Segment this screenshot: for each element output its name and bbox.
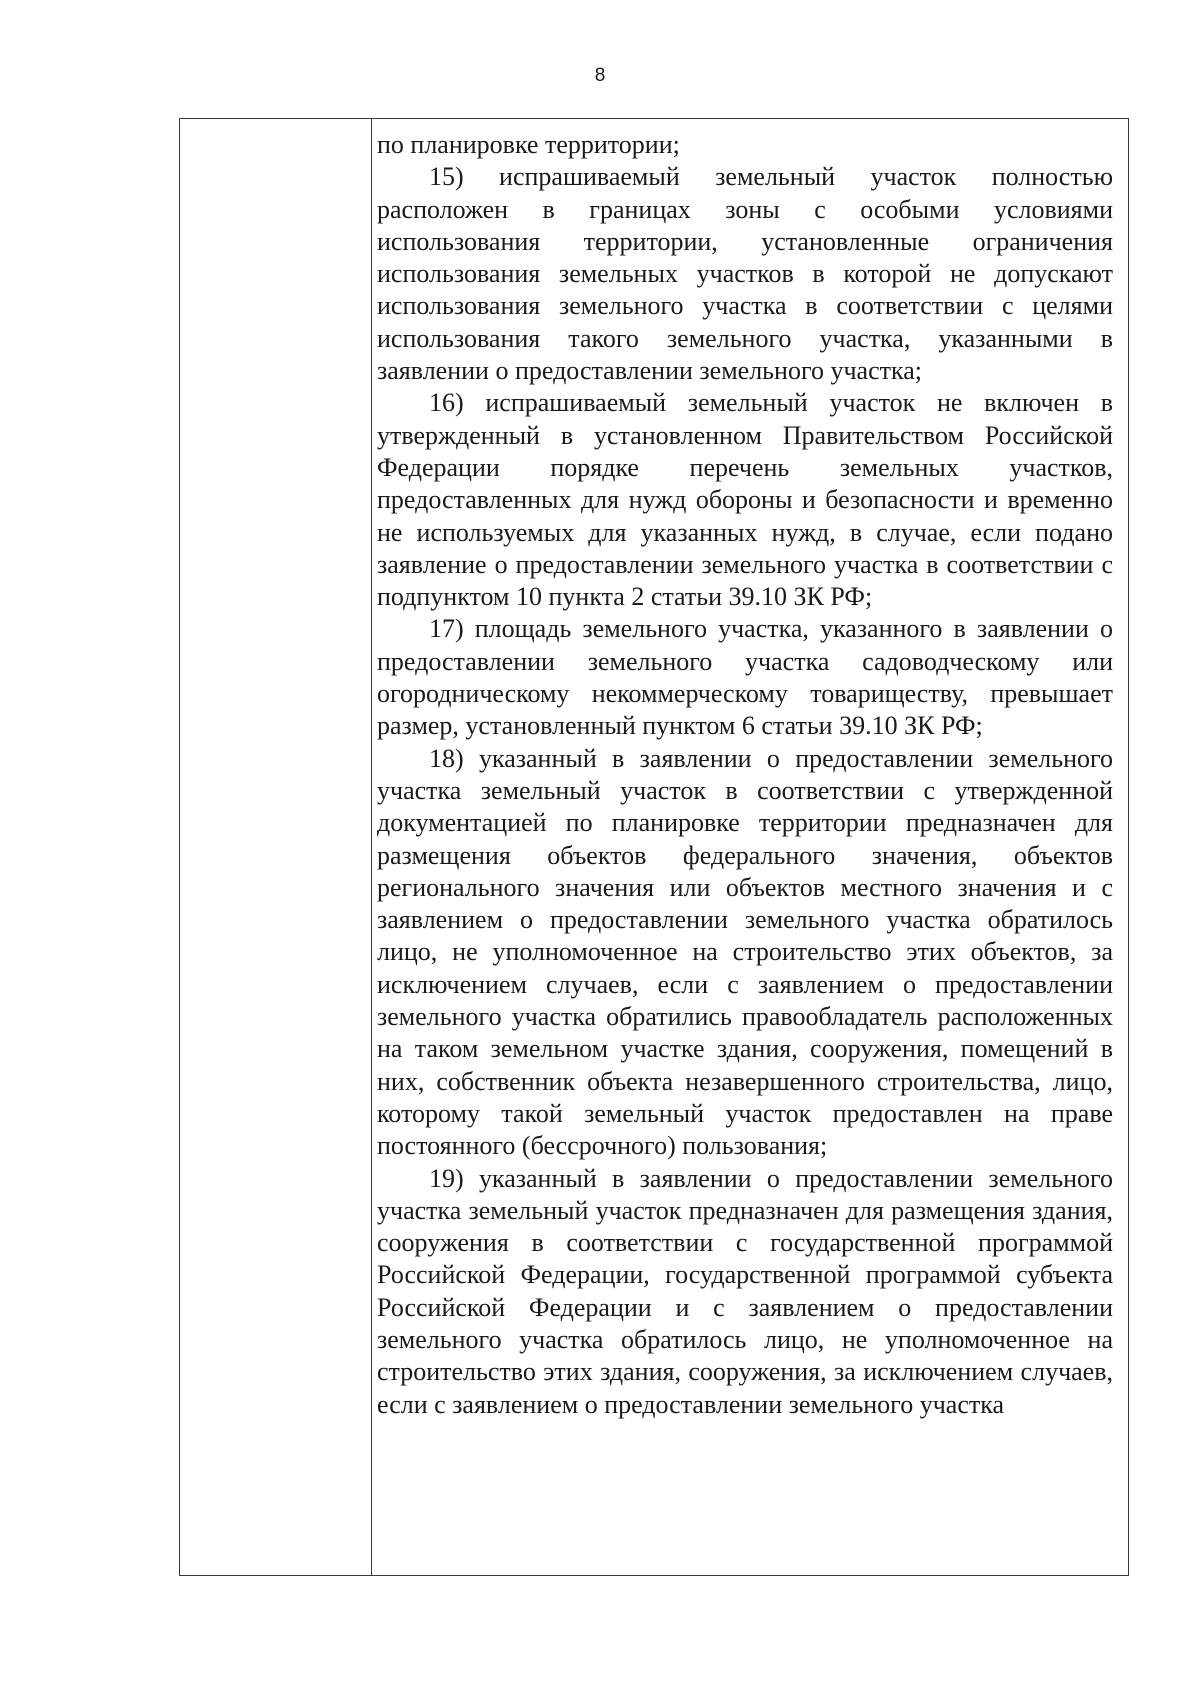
page-number: 8: [594, 65, 606, 86]
paragraph-item-17: 17) площадь земельного участка, указанного в заявлении о предоставлении земельного участка садоводческому или огородническому некоммерческому товариществу, превышает размер, установленный пунктом 6 статьи 39.10 ЗК РФ;: [377, 614, 1113, 741]
paragraph-item-19: 19) указанный в заявлении о предоставлении земельного участка земельный участок предназначен для размещения здания, сооружения в соответствии с государственной программой Российской Федерации, государственной программой субъекта Российской Федерации и с заявлением о предоставлении земельного участка обратилось лицо, не уполномоченное на строительство этих здания, сооружения, за исключением случаев, если с заявлением о предоставлении земельного участка: [377, 1163, 1113, 1419]
table-left-cell: [180, 119, 372, 1575]
paragraph-continuation: по планировке территории;: [377, 130, 680, 159]
paragraph-item-15: 15) испрашиваемый земельный участок полностью расположен в границах зоны с особыми условиями использования территории, установленные ограничения использования земельных участков в которой не допускают использования земельного участка в соответствии с целями использования такого земельного участка, указанными в заявлении о предоставлении земельного участка;: [377, 162, 1113, 386]
paragraph-item-18: 18) указанный в заявлении о предоставлении земельного участка земельный участок в соответствии с утвержденной документацией по планировке территории предназначен для размещения объектов федерального значения, объектов регионального значения или объектов местного значения и с заявлением о предоставлении земельного участка обратилось лицо, не уполномоченное на строительство этих объектов, за исключением случаев, если с заявлением о предоставлении земельного участка обратились правообладатель расположенных на таком земельном участке здания, сооружения, помещений в них, собственник объекта незавершенного строительства, лицо, которому такой земельный участок предоставлен на праве постоянного (бессрочного) пользования;: [377, 743, 1113, 1161]
table-right-cell: [377, 129, 1113, 1421]
paragraph-item-16: 16) испрашиваемый земельный участок не включен в утвержденный в установленном Правительством Российской Федерации порядке перечень земельных участков, предоставленных для нужд обороны и безопасности и временно не используемых для указанных нужд, в случае, если подано заявление о предоставлении земельного участка в соответствии с подпунктом 10 пункта 2 статьи 39.10 ЗК РФ;: [377, 388, 1113, 612]
document-table: [179, 118, 1129, 1576]
